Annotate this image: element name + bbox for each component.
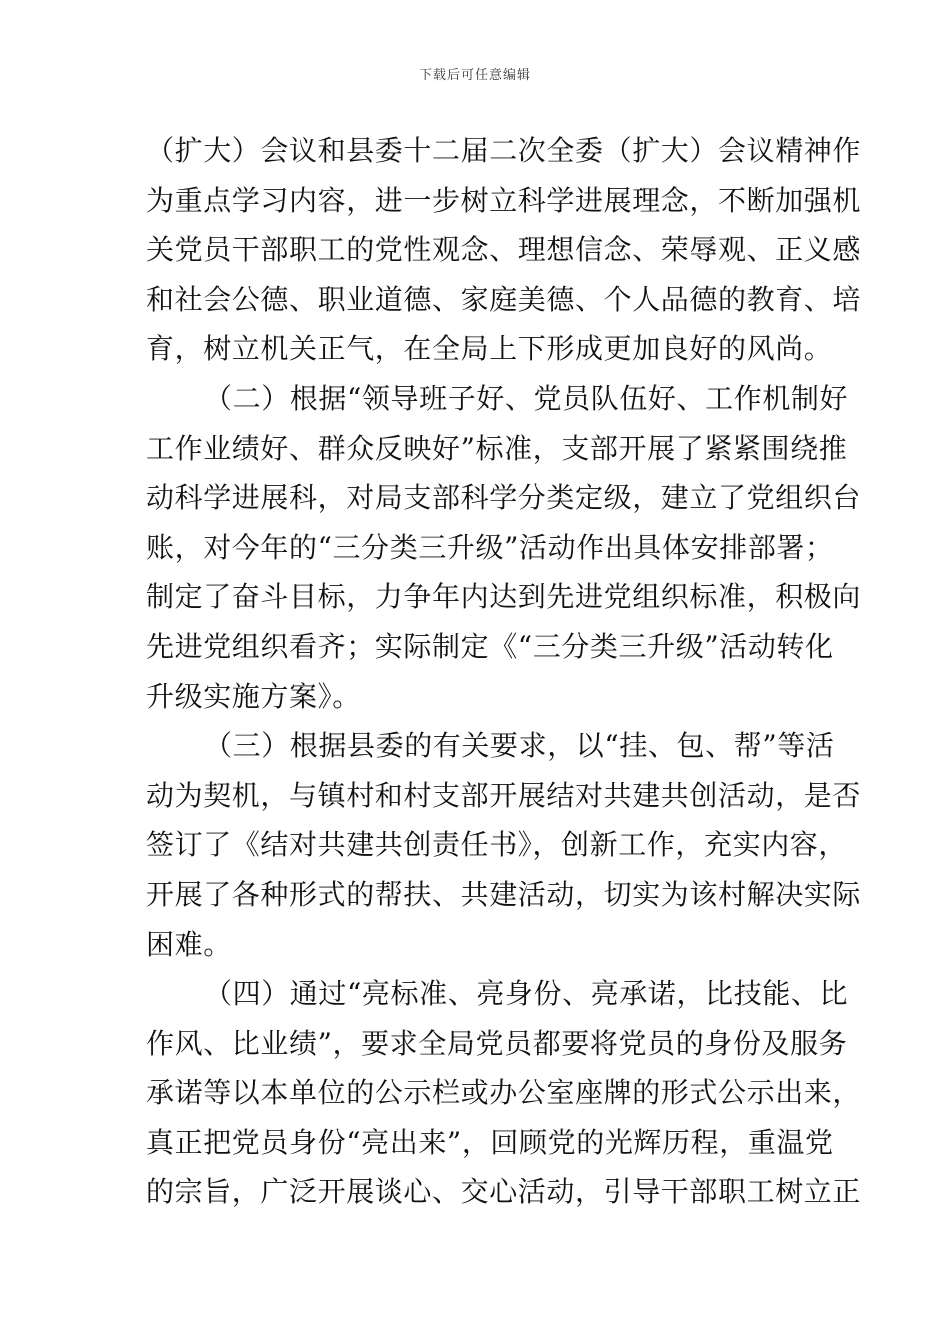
text-line: 制定了奋斗目标，力争年内达到先进党组织标准，积极向 [146,580,862,614]
text-line: （扩大）会议和县委十二届二次全委（扩大）会议精神作 [146,134,862,167]
text-line: 的宗旨，广泛开展谈心、交心活动，引导干部职工树立正 [146,1175,862,1209]
text-line: 作风、比业绩”，要求全局党员都要将党员的身份及服务 [146,1026,848,1060]
page-header: 下载后可任意编辑 [418,68,531,83]
paragraph-4 [146,969,862,1217]
text-line: 开展了各种形式的帮扶、共建活动，切实为该村解决实际 [146,877,862,911]
text-line: 困难。 [146,927,232,961]
text-line: 先进党组织看齐；实际制定《“三分类三升级”活动转化 [146,629,834,663]
text-line: 签订了《结对共建共创责任书》，创新工作，充实内容， [146,828,848,862]
paragraph-1 [146,126,862,374]
text-line: 动为契机，与镇村和村支部开展结对共建共创活动，是否 [146,778,862,812]
text-line: 账，对今年的“三分类三升级”活动作出具体安排部署； [146,530,834,564]
text-line: 为重点学习内容，进一步树立科学进展理念，不断加强机 [146,183,862,217]
text-line: （三）根据县委的有关要求，以“挂、包、帮”等活 [204,729,835,763]
text-line: 育，树立机关正气，在全局上下形成更加良好的风尚。 [146,332,833,366]
text-line: 和社会公德、职业道德、家庭美德、个人品德的教育、培 [146,282,862,316]
text-line: 动科学进展科，对局支部科学分类定级，建立了党组织台 [146,481,862,515]
text-line: 关党员干部职工的党性观念、理想信念、荣辱观、正义感 [146,233,862,267]
text-line: 工作业绩好、群众反映好”标准，支部开展了紧紧围绕推 [146,431,848,465]
text-line: 真正把党员身份“亮出来”，回顾党的光辉历程，重温党 [146,1125,834,1159]
text-line: 升级实施方案》。 [146,679,361,713]
text-line: 承诺等以本单位的公示栏或办公室座牌的形式公示出来， [146,1076,862,1110]
document-body [146,126,862,1217]
text-line: （四）通过“亮标准、亮身份、亮承诺，比技能、比 [204,977,849,1011]
paragraph-3 [146,721,862,969]
paragraph-2 [146,374,862,721]
text-line: （二）根据“领导班子好、党员队伍好、工作机制好 [204,381,849,415]
